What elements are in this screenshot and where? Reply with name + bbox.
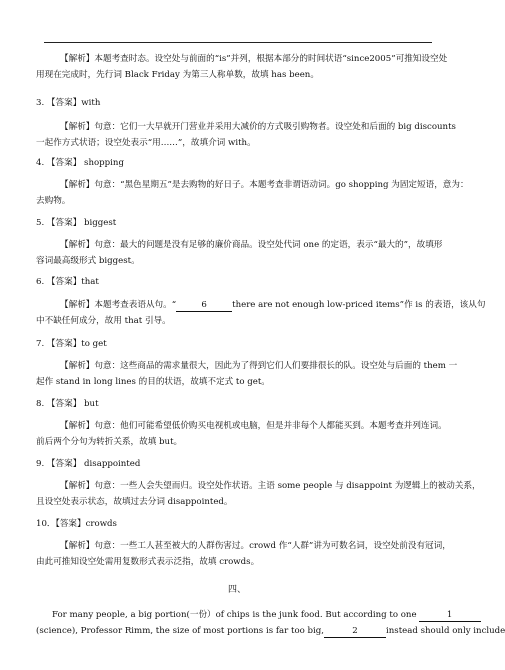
text-fragment: 【解析】本题考查表语从句。“ — [60, 300, 177, 310]
answer-7: 7. 【答案】to get — [36, 339, 107, 349]
text-line: 用现在完成时，先行词 Black Friday 为第三人称单数，故填 has been。 — [36, 70, 319, 80]
answer-4: 4. 【答案】 shopping — [36, 158, 124, 168]
blank-6: 6 — [176, 300, 232, 312]
text-line: 【解析】句意：一些人会失望而归。设空处作状语。主语 some people 与 disappoint 为逻辑上的被动关系， — [60, 481, 481, 491]
text-line: 【解析】本题考查时态。设空处与前面的“is”并列，根据本部分的时间状语“since2005”可推知设空处 — [60, 54, 448, 64]
answer-6: 6. 【答案】that — [36, 277, 99, 287]
blank-1: 1 — [419, 610, 481, 622]
text-fragment: instead should only include — [386, 626, 505, 636]
text-line: 去购物。 — [36, 196, 71, 206]
answer-10: 10．【答案】crowds — [36, 519, 117, 529]
text-fragment: there are not enough low-priced items”作 is 的表语，该从句 — [232, 300, 486, 310]
text-line: 【解析】句意：最大的问题是没有足够的廉价商品。设空处代词 one 的定语，表示“最大的”，故填形 — [60, 240, 443, 250]
text-line: 起作 stand in long lines 的目的状语，故填不定式 to get。 — [36, 377, 270, 387]
text-line: 【解析】句意：一些工人甚至被大的人群伤害过。crowd 作“人群”讲为可数名词，设空处前没有冠词， — [60, 541, 451, 551]
text-line: 【解析】句意：它们一大早就开门营业并采用大减价的方式吸引购物者。设空处和后面的 big discounts — [60, 122, 456, 132]
text-fragment: For many people, a big portion(一份）of chips is the junk food. But according to one — [52, 610, 417, 620]
text-line: 容词最高级形式 biggest。 — [36, 256, 140, 266]
text-line: 由此可推知设空处需用复数形式表示泛指，故填 crowds。 — [36, 557, 260, 567]
text-line — [60, 300, 485, 312]
passage-line — [52, 610, 481, 622]
header-rule — [44, 42, 432, 43]
answer-3: 3. 【答案】with — [36, 98, 101, 108]
answer-8: 8. 【答案】 but — [36, 399, 99, 409]
blank-2: 2 — [324, 626, 386, 638]
text-line: 前后两个分句为转折关系，故填 but。 — [36, 437, 183, 447]
text-line: 中不缺任何成分，故用 that 引导。 — [36, 316, 171, 326]
answer-9: 9. 【答案】 disappointed — [36, 459, 141, 469]
passage-line — [36, 626, 505, 638]
answer-5: 5. 【答案】 biggest — [36, 218, 117, 228]
text-line: 【解析】句意：“黑色星期五”是去购物的好日子。本题考查非谓语动词。go shopping 为固定短语，意为： — [60, 180, 469, 190]
text-line: 【解析】句意：他们可能希望低价购买电视机或电脑，但是并非每个人都能买到。本题考查并列连词。 — [60, 421, 447, 431]
text-line: 【解析】句意：这些商品的需求量很大，因此为了得到它们人们要排很长的队。设空处与后面的 them 一 — [60, 361, 458, 371]
section-title: 四、 — [227, 585, 246, 595]
text-fragment: (science), Professor Rimm, the size of most portions is far too big, — [36, 626, 325, 636]
text-line: 一起作方式状语；设空处表示“用……”，故填介词 with。 — [36, 138, 256, 148]
text-line: 且设空处表示状态，故填过去分词 disappointed。 — [36, 497, 233, 507]
